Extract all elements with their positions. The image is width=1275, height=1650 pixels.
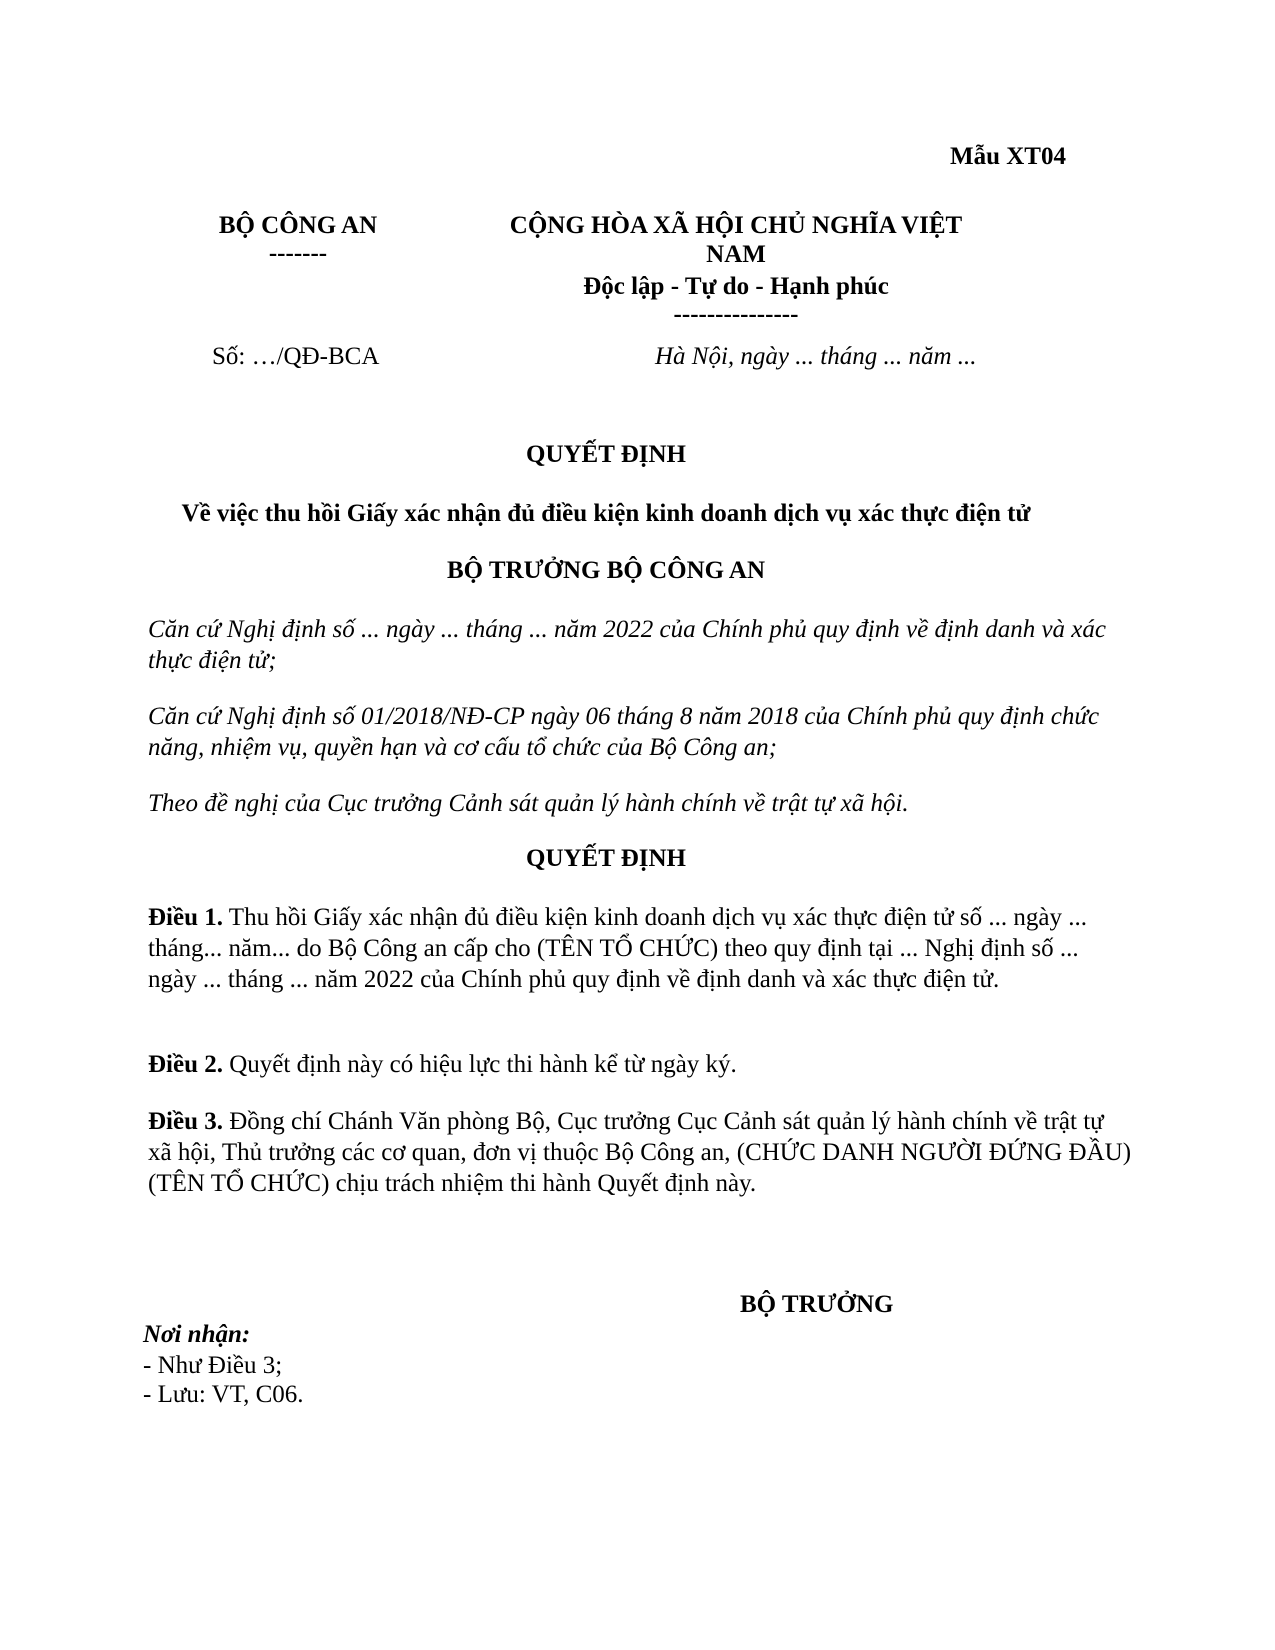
country-line1: CỘNG HÒA XÃ HỘI CHỦ NGHĨA VIỆT [509, 212, 963, 239]
article-label: Điều 1. [148, 904, 223, 931]
country-line2: NAM [706, 241, 766, 268]
article-label: Điều 3. [148, 1108, 223, 1135]
document-title: QUYẾT ĐỊNH [526, 441, 686, 468]
signer-title: BỘ TRƯỞNG [740, 1291, 894, 1318]
article-text: Quyết định này có hiệu lực thi hành kể từ ngày ký. [223, 1051, 737, 1078]
article-text: Thu hồi Giấy xác nhận đủ điều kiện kinh doanh dịch vụ xác thực điện tử số ... ngày ... tháng... năm... do Bộ Công an cấp cho (TÊN TỔ CHỨC) theo quy định tại ... Nghị định số ... ngày ... tháng ... năm 2022 của Chính phủ quy định về định danh và xác thực điện tử. [148, 904, 1087, 993]
form-code: Mẫu XT04 [950, 143, 1066, 170]
article-text: Đồng chí Chánh Văn phòng Bộ, Cục trưởng Cục Cảnh sát quản lý hành chính về trật tự xã hội, Thủ trưởng các cơ quan, đơn vị thuộc Bộ Công an, (CHỨC DANH NGƯỜI ĐỨNG ĐẦU) (TÊN TỔ CHỨC) chịu trách nhiệm thi hành Quyết định này. [148, 1108, 1132, 1197]
motto-rule: --------------- [673, 301, 799, 328]
motto: Độc lập - Tự do - Hạnh phúc [583, 273, 889, 300]
issuing-authority: BỘ TRƯỞNG BỘ CÔNG AN [446, 557, 766, 584]
basis-1: Căn cứ Nghị định số ... ngày ... tháng ... năm 2022 của Chính phủ quy định về định danh và xác thực điện tử; [148, 616, 1106, 674]
decision-heading: QUYẾT ĐỊNH [526, 845, 686, 872]
agency-name: BỘ CÔNG AN [218, 212, 378, 239]
article-2 [148, 1049, 1133, 1080]
place-date: Hà Nội, ngày ... tháng ... năm ... [655, 343, 977, 370]
article-1 [148, 902, 1133, 995]
agency-rule: ------- [268, 240, 328, 267]
recipients-heading: Nơi nhận: [143, 1321, 251, 1348]
recipient-item: - Như Điều 3; [143, 1352, 283, 1379]
document-number: Số: …/QĐ-BCA [212, 343, 380, 370]
article-label: Điều 2. [148, 1051, 223, 1078]
recipient-item: - Lưu: VT, C06. [143, 1381, 304, 1408]
basis-2: Căn cứ Nghị định số 01/2018/NĐ-CP ngày 06 tháng 8 năm 2018 của Chính phủ quy định chức năng, nhiệm vụ, quyền hạn và cơ cấu tổ chức của Bộ Công an; [148, 703, 1100, 761]
article-3 [148, 1106, 1133, 1199]
basis-3: Theo đề nghị của Cục trưởng Cảnh sát quản lý hành chính về trật tự xã hội. [148, 790, 909, 817]
document-subtitle: Về việc thu hồi Giấy xác nhận đủ điều kiện kinh doanh dịch vụ xác thực điện tử [181, 500, 1031, 527]
